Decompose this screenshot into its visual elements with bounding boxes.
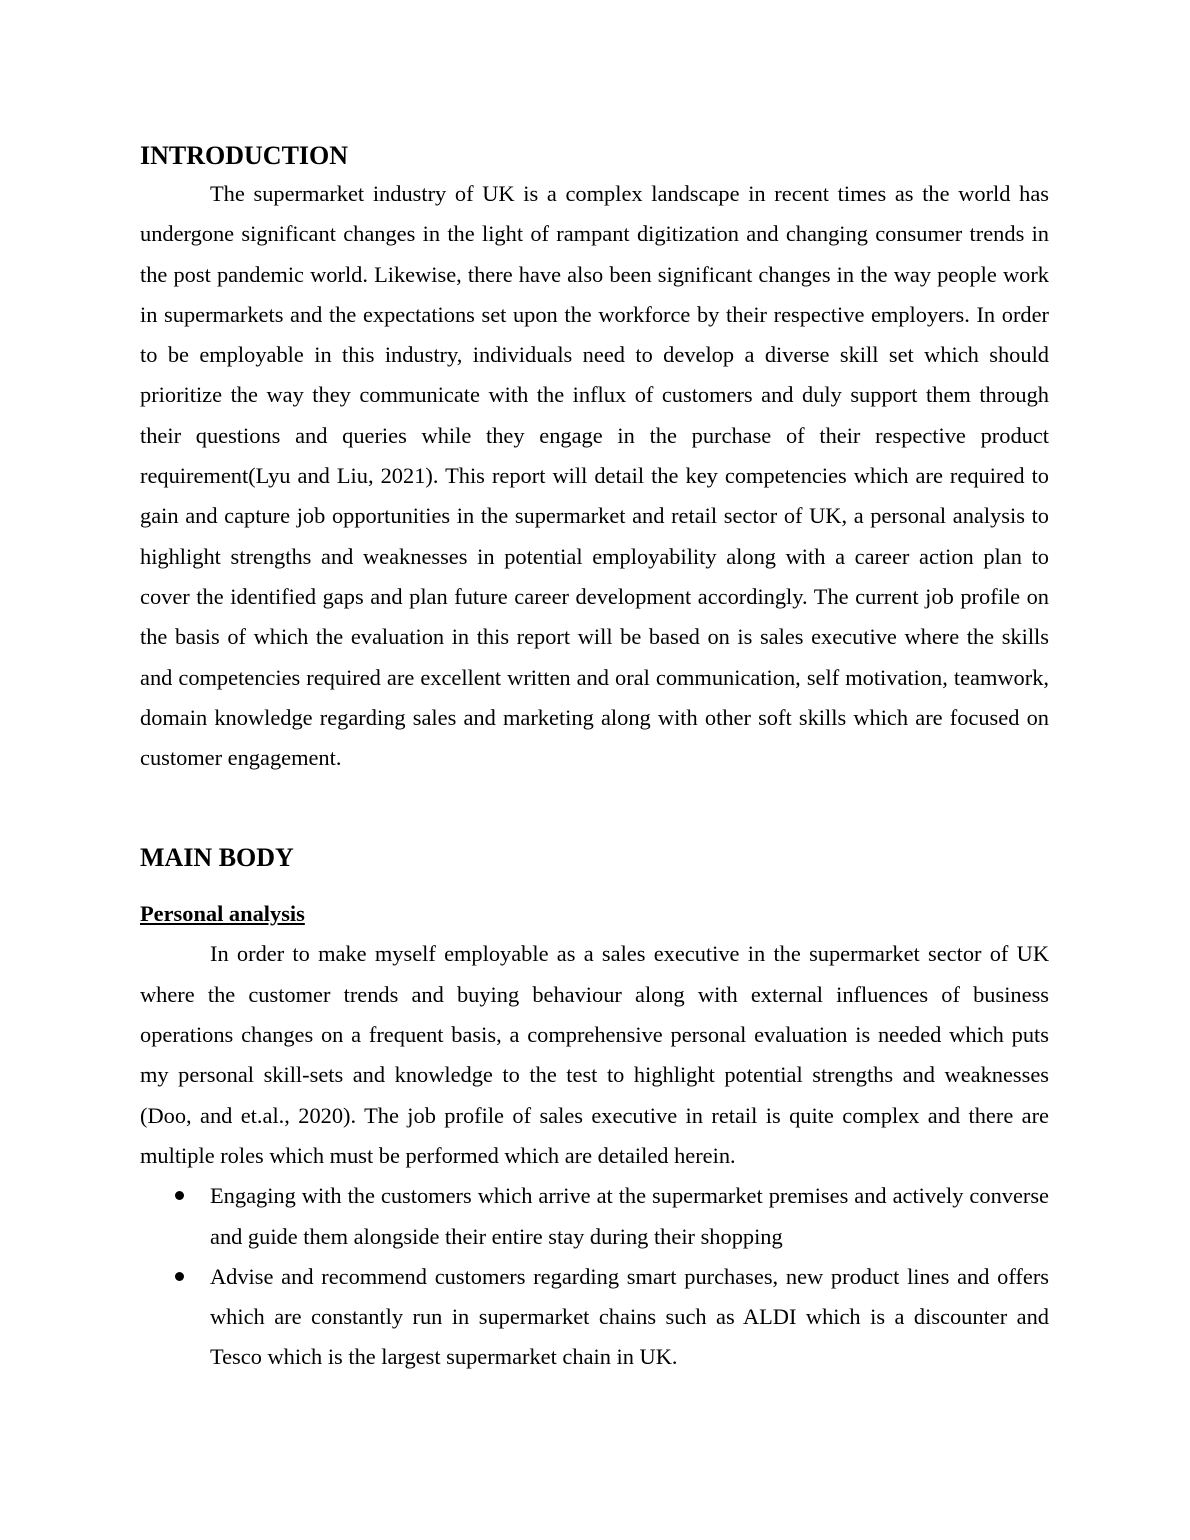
introduction-heading: INTRODUCTION — [140, 141, 349, 170]
personal-analysis-paragraph: In order to make myself employable as a sales executive in the supermarket sector of UK where the customer trends and buying behaviour along with external influences of business operations changes on a frequent basis, a comprehensive personal evaluation is needed which puts my personal skill-sets and knowledge to the test to highlight potential strengths and weaknesses (Doo, and et.al., 2020). The job profile of sales executive in retail is quite complex and there are multiple roles which must be performed which are detailed herein. — [140, 941, 1049, 1168]
main-body-section — [140, 840, 1049, 1377]
list-item — [140, 1257, 1049, 1378]
bullet-icon — [175, 1191, 184, 1200]
introduction-section — [140, 138, 1049, 778]
bullet-icon — [175, 1272, 184, 1281]
personal-analysis-subheading: Personal analysis — [140, 901, 305, 927]
bullet-text: Advise and recommend customers regarding smart purchases, new product lines and offers which are constantly run in supermarket chains such as ALDI which is a discounter and Tesco which is the largest supermarket chain in UK. — [210, 1263, 1049, 1370]
document-page — [140, 138, 1049, 1378]
list-item — [140, 1176, 1049, 1257]
main-body-heading: MAIN BODY — [140, 843, 294, 873]
roles-bullet-list — [140, 1176, 1049, 1377]
bullet-text: Engaging with the customers which arrive at the supermarket premises and actively converse and guide them alongside their entire stay during their shopping — [210, 1183, 1049, 1249]
introduction-paragraph: The supermarket industry of UK is a complex landscape in recent times as the world has undergone significant changes in the light of rampant digitization and changing consumer trends in the post pandemic world. Likewise, there have also been significant changes in the way people work in supermarkets and the expectations set upon the workforce by their respective employers. In order to be employable in this industry, individuals need to develop a diverse skill set which should prioritize the way they communicate with the influx of customers and duly support them through their questions and queries while they engage in the purchase of their respective product requirement(Lyu and Liu, 2021). This report will detail the key competencies which are required to gain and capture job opportunities in the supermarket and retail sector of UK, a personal analysis to highlight strengths and weaknesses in potential employability along with a career action plan to cover the identified gaps and plan future career development accordingly. The current job profile on the basis of which the evaluation in this report will be based on is sales executive where the skills and competencies required are excellent written and oral communication, self motivation, teamwork, domain knowledge regarding sales and marketing along with other soft skills which are focused on customer engagement. — [140, 181, 1049, 771]
